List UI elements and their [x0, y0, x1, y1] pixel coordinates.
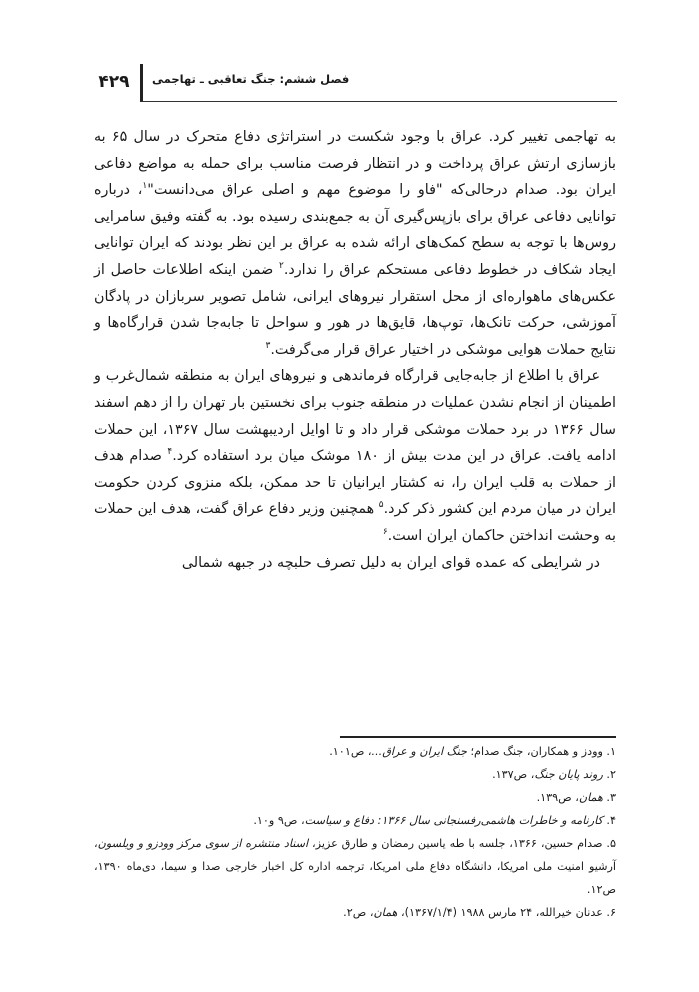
paragraph-3	[94, 550, 616, 577]
header-divider	[140, 64, 143, 102]
footnote-3-title: همان	[578, 791, 603, 804]
footnote-2-number: ۲.	[602, 768, 616, 781]
footnote-ref-4[interactable]: ۴	[167, 447, 173, 458]
footnote-ref-3[interactable]: ۳	[265, 340, 271, 351]
footnote-1-page: ، ص۱۰۱.	[329, 745, 372, 758]
footnote-2	[94, 763, 616, 786]
footnote-5-rest: ، آرشیو امنیت ملی امریکا، دانشگاه دفاع ملی امریکا، ترجمه اداره کل اخبار خارجی صدا و سیما، دی‌ماه ۱۳۹۰، ص۱۲.	[94, 837, 616, 896]
footnote-5-text: ۵. صدام حسین، ۱۳۶۶، جلسه با طه یاسین رمضان و طارق عزیز،	[308, 837, 616, 850]
footnote-ref-5[interactable]: ۵	[378, 500, 384, 511]
header-rule	[140, 101, 617, 102]
paragraph-3-text: در شرایطی که عمده قوای ایران به دلیل تصرف حلبچه در جبهه شمالی	[181, 554, 600, 571]
footnote-4-page: ، ص۹ و۱۰.	[253, 814, 305, 827]
footnote-6-text: ۶. عدنان خیرالله، ۲۴ مارس ۱۹۸۸ (۱۳۶۷/۱/۴)،	[397, 906, 616, 919]
footnote-2-title: روند پایان جنگ	[534, 768, 603, 781]
chapter-title: فصل ششم: جنگ تعاقبی ـ تهاجمی	[152, 72, 350, 86]
body-text	[94, 124, 616, 576]
footnote-separator	[340, 736, 616, 738]
paragraph-1-text-c: ضمن اینکه اطلاعات حاصل از عکس‌های ماهواره‌ای از محل استقرار نیروهای ایرانی، شامل تصویر سربازان در پادگان آموزشی، حرکت تانک‌ها، توپ‌ها، قایق‌ها در هور و سواحل تا جابه‌جا شدن قرارگاه‌ها و نتایج حملات هوایی موشکی در اختیار عراق قرار می‌گرفت.	[94, 261, 616, 358]
footnote-ref-1[interactable]: ۱	[142, 181, 148, 192]
footnote-3-page: ، ص۱۳۹.	[536, 791, 579, 804]
footnote-1	[94, 740, 616, 763]
footnote-4-title: کارنامه و خاطرات هاشمی‌رفسنجانی سال ۱۳۶۶: دفاع و سیاست	[304, 814, 603, 827]
footnote-ref-6[interactable]: ۶	[382, 527, 388, 538]
paragraph-1-text-b: ، درباره توانایی دفاعی عراق برای بازپس‌گیری آن به جمع‌بندی رسیده بود. به گفته وفیق سامرایی روس‌ها با توجه به سطح کمک‌های ارائه شده به عراق بر این نظر بودند که ایران توانایی ایجاد شکاف در خطوط دفاعی مستحکم عراق را ندارد.	[94, 182, 616, 278]
footnote-4-number: ۴.	[602, 814, 616, 827]
paragraph-2	[94, 363, 616, 549]
footnote-3	[94, 786, 616, 809]
footnote-6-title: همان	[373, 906, 398, 919]
running-header	[92, 64, 617, 98]
paragraph-1	[94, 124, 616, 363]
footnote-1-title: جنگ ایران و عراق...	[371, 745, 467, 758]
footnote-ref-2[interactable]: ۲	[278, 261, 284, 272]
footnote-3-number: ۳.	[602, 791, 616, 804]
footnote-2-page: ، ص۱۳۷.	[492, 768, 535, 781]
footnote-5-title: اسناد منتشره از سوی مرکز وودزو و ویلسون	[97, 837, 309, 850]
paragraph-2-text-c: همچنین وزیر دفاع عراق گفت، هدف این حملات به وحشت انداختن حاکمان ایران است.	[94, 501, 616, 544]
paragraph-2-text-a: عراق با اطلاع از جابه‌جایی قرارگاه فرماندهی و نیروهای ایران به منطقه شمال‌غرب و اطمینان از انجام نشدن عملیات در منطقه جنوب برای نخستین بار تهران را از دهم اسفند سال ۱۳۶۶ در برد حملات موشکی قرار داد و تا اوایل اردیبهشت سال ۱۳۶۷، این حملات ادامه یافت. عراق در این مدت بیش از ۱۸۰ موشک میان برد استفاده کرد.	[94, 368, 617, 465]
footnotes	[94, 740, 616, 924]
footnote-5	[94, 832, 616, 901]
footnote-4	[94, 809, 616, 832]
footnote-1-text: ۱. وودز و همکاران، جنگ صدام؛	[466, 745, 616, 758]
footnote-6-page: ، ص۲.	[343, 906, 374, 919]
page-number: ۴۲۹	[98, 72, 130, 92]
paragraph-2-text-b: صدام هدف از حملات به قلب ایران را، نه کشتار ایرانیان تا حد ممکن، بلکه منزوی کردن حکومت ایران در میان مردم این کشور ذکر کرد.	[94, 448, 616, 518]
footnote-6	[94, 901, 616, 924]
paragraph-1-text-a: به تهاجمی تغییر کرد. عراق با وجود شکست در استراتژی دفاع متحرک در سال ۶۵ به بازسازی ارتش عراق پرداخت و در انتظار فرصت مناسب برای حمله به مواضع دفاعی ایران بود. صدام درحالی‌که "فاو را موضوع مهم و اصلی عراق می‌دانست"	[94, 129, 616, 199]
